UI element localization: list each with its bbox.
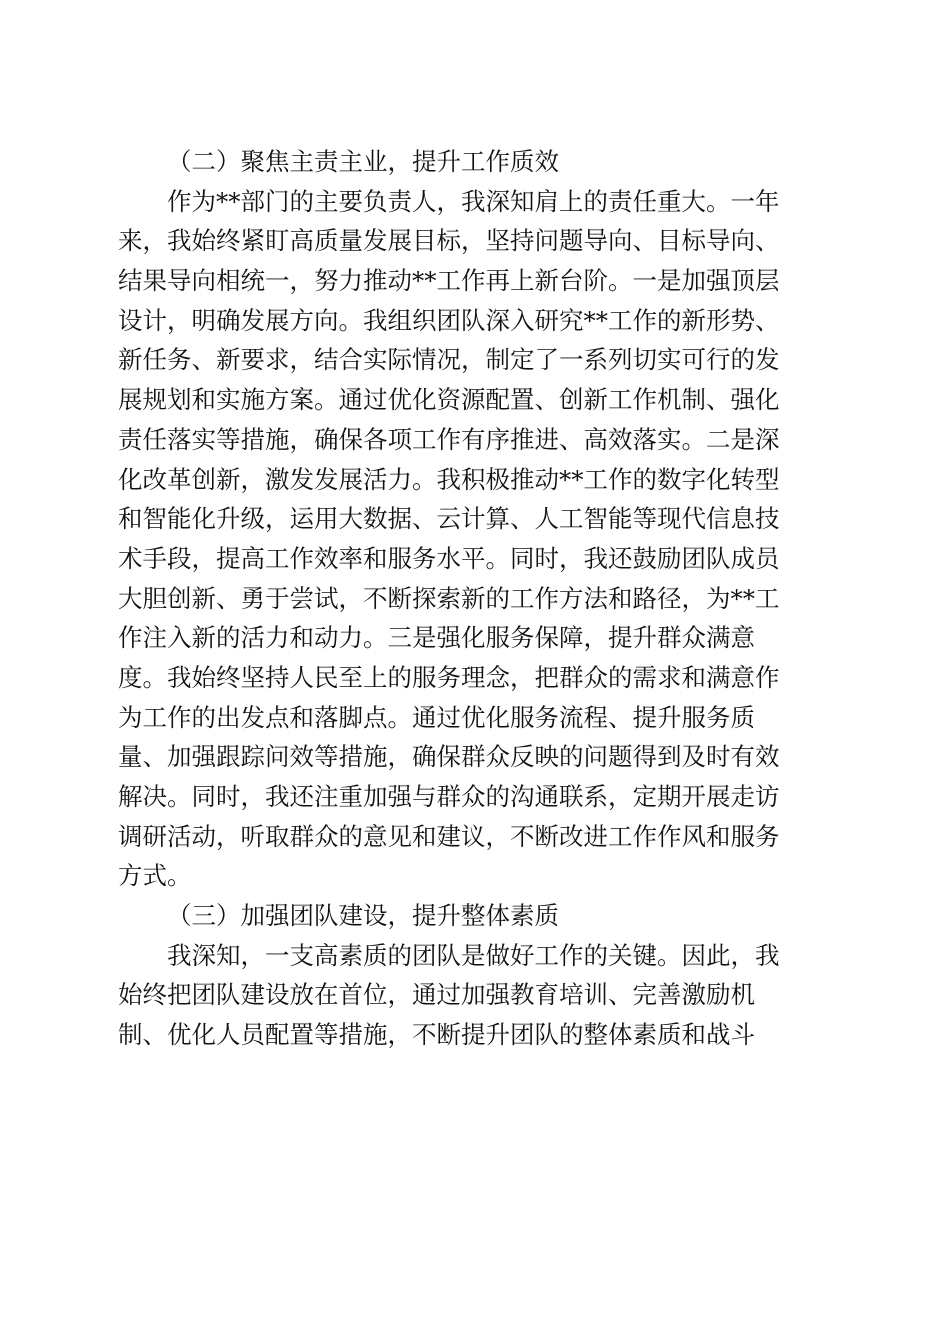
paragraph-line: 大胆创新、勇于尝试，不断探索新的工作方法和路径，为**工 — [118, 583, 780, 613]
paragraph-line: 我深知，一支高素质的团队是做好工作的关键。因此，我 — [167, 940, 780, 970]
document-body — [118, 142, 818, 1055]
paragraph-line: 和智能化升级，运用大数据、云计算、人工智能等现代信息技 — [118, 504, 780, 534]
paragraph-line: 调研活动，听取群众的意见和建议，不断改进工作作风和服务 — [118, 821, 780, 851]
paragraph-line: 责任落实等措施，确保各项工作有序推进、高效落实。二是深 — [118, 424, 780, 454]
paragraph-line: 展规划和实施方案。通过优化资源配置、创新工作机制、强化 — [118, 385, 780, 415]
paragraph-line: 制、优化人员配置等措施，不断提升团队的整体素质和战斗 — [118, 1020, 755, 1050]
paragraph-line: 来，我始终紧盯高质量发展目标，坚持问题导向、目标导向、 — [118, 226, 780, 256]
paragraph-line: 新任务、新要求，结合实际情况，制定了一系列切实可行的发 — [118, 345, 780, 375]
paragraph-line: 方式。 — [118, 861, 192, 891]
paragraph-line: 量、加强跟踪问效等措施，确保群众反映的问题得到及时有效 — [118, 742, 780, 772]
paragraph-line: 作为**部门的主要负责人，我深知肩上的责任重大。一年 — [167, 186, 780, 216]
section-heading-3: （三）加强团队建设，提升整体素质 — [167, 901, 559, 931]
paragraph-line: 解决。同时，我还注重加强与群众的沟通联系，定期开展走访 — [118, 782, 780, 811]
paragraph-line: 设计，明确发展方向。我组织团队深入研究**工作的新形势、 — [118, 305, 780, 335]
paragraph-line: 作注入新的活力和动力。三是强化服务保障，提升群众满意 — [118, 623, 755, 653]
paragraph-line: 为工作的出发点和落脚点。通过优化服务流程、提升服务质 — [118, 702, 755, 732]
paragraph-line: 度。我始终坚持人民至上的服务理念，把群众的需求和满意作 — [118, 662, 780, 692]
section-heading-2: （二）聚焦主责主业，提升工作质效 — [167, 147, 559, 176]
paragraph-line: 化改革创新，激发发展活力。我积极推动**工作的数字化转型 — [118, 464, 780, 494]
paragraph-line: 始终把团队建设放在首位，通过加强教育培训、完善激励机 — [118, 980, 755, 1010]
paragraph-line: 术手段，提高工作效率和服务水平。同时，我还鼓励团队成员 — [118, 543, 780, 573]
paragraph-line: 结果导向相统一，努力推动**工作再上新台阶。一是加强顶层 — [118, 266, 780, 296]
